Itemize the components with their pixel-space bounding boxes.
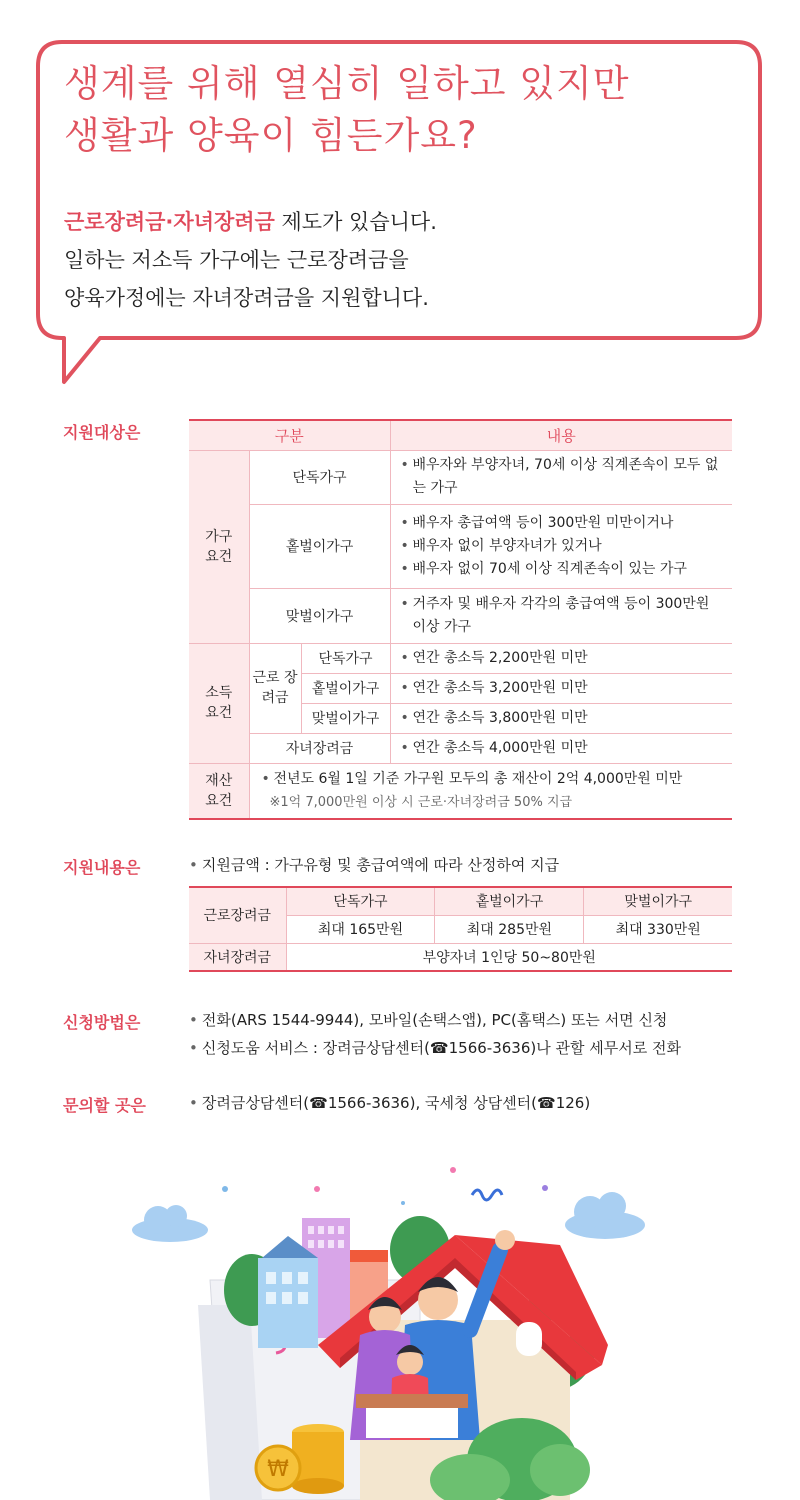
header-content: 내용 bbox=[390, 420, 732, 450]
table-row bbox=[189, 450, 732, 504]
row-desc: • 연간 총소득 2,200만원 미만 bbox=[390, 643, 732, 673]
cloud-icon bbox=[132, 1205, 208, 1242]
row-type: 맞벌이가구 bbox=[249, 588, 390, 643]
row-type: 홑벌이가구 bbox=[249, 504, 390, 588]
section-label-contact: 문의할 곳은 bbox=[63, 1096, 146, 1115]
amount-single: 최대 165만원 bbox=[286, 915, 435, 943]
col-single: 단독가구 bbox=[286, 887, 435, 915]
child-incentive-amount: 부양자녀 1인당 50~80만원 bbox=[286, 943, 732, 971]
income-category: 소득 요건 bbox=[189, 643, 249, 763]
headline-line-2: 생활과 양육이 힘든가요? bbox=[64, 114, 478, 157]
apply-line-2: • 신청도움 서비스 : 장려금상담센터(☎1566-3636)나 관할 세무서로 전화 bbox=[189, 1037, 681, 1058]
child-incentive-label: 자녀장려금 bbox=[189, 943, 286, 971]
section-label-apply: 신청방법은 bbox=[63, 1013, 141, 1032]
row-type: 단독가구 bbox=[249, 450, 390, 504]
row-type: 자녀장려금 bbox=[249, 733, 390, 763]
intro-highlight: 근로장려금·자녀장려금 bbox=[64, 210, 275, 234]
table-row bbox=[189, 588, 732, 643]
amount-dual-earner: 최대 330만원 bbox=[584, 915, 732, 943]
row-type: 맞벌이가구 bbox=[301, 703, 390, 733]
row-desc: • 배우자 총급여액 등이 300만원 미만이거나 • 배우자 없이 부양자녀가 있거나 • 배우자 없이 70세 이상 직계존속이 있는 가구 bbox=[390, 504, 732, 588]
table-row bbox=[189, 887, 732, 915]
intro-line-1: 제도가 있습니다. bbox=[274, 210, 437, 234]
headline-line-1: 생계를 위해 열심히 일하고 있지만 bbox=[64, 62, 630, 105]
row-type: 홑벌이가구 bbox=[301, 673, 390, 703]
amount-single-earner: 최대 285만원 bbox=[435, 915, 584, 943]
table-row bbox=[189, 763, 732, 819]
table-row bbox=[189, 733, 732, 763]
intro-text bbox=[64, 203, 437, 317]
col-dual-earner: 맞벌이가구 bbox=[584, 887, 732, 915]
headline bbox=[64, 58, 629, 162]
header-category: 구분 bbox=[189, 420, 390, 450]
row-desc: • 연간 총소득 3,200만원 미만 bbox=[390, 673, 732, 703]
support-amount-line: • 지원금액 : 가구유형 및 총급여액에 따라 산정하여 지급 bbox=[189, 854, 559, 875]
intro-line-3: 양육가정에는 자녀장려금을 지원합니다. bbox=[64, 286, 429, 310]
row-desc: • 연간 총소득 4,000만원 미만 bbox=[390, 733, 732, 763]
col-single-earner: 홑벌이가구 bbox=[435, 887, 584, 915]
contact-line: • 장려금상담센터(☎1566-3636), 국세청 상담센터(☎126) bbox=[189, 1092, 590, 1113]
household-category: 가구 요건 bbox=[189, 450, 249, 643]
table-row bbox=[189, 943, 732, 971]
row-desc: • 연간 총소득 3,800만원 미만 bbox=[390, 703, 732, 733]
eligibility-table bbox=[189, 419, 732, 820]
table-row bbox=[189, 643, 732, 673]
support-table bbox=[189, 886, 732, 972]
property-note: ※1억 7,000만원 이상 시 근로·자녀장려금 50% 지급 bbox=[269, 794, 573, 810]
work-incentive-label: 근로장려금 bbox=[189, 887, 286, 943]
income-sub-category: 근로 장려금 bbox=[249, 643, 301, 733]
family-house-illustration bbox=[0, 1140, 800, 1500]
table-header-row bbox=[189, 420, 732, 450]
row-type: 단독가구 bbox=[301, 643, 390, 673]
table-row bbox=[189, 504, 732, 588]
row-desc: • 배우자와 부양자녀, 70세 이상 직계존속이 모두 없는 가구 bbox=[390, 450, 732, 504]
cloud-icon bbox=[565, 1192, 645, 1239]
section-label-support: 지원내용은 bbox=[63, 858, 141, 877]
row-desc: • 거주자 및 배우자 각각의 총급여액 등이 300만원 이상 가구 bbox=[390, 588, 732, 643]
intro-line-2: 일하는 저소득 가구에는 근로장려금을 bbox=[64, 248, 409, 272]
apply-line-1: • 전화(ARS 1544-9944), 모바일(손택스앱), PC(홈택스) 또는 서면 신청 bbox=[189, 1009, 667, 1030]
property-category: 재산 요건 bbox=[189, 763, 249, 819]
won-coin-symbol: ₩ bbox=[267, 1457, 289, 1482]
section-label-eligibility: 지원대상은 bbox=[63, 423, 141, 442]
property-desc: • 전년도 6월 1일 기준 가구원 모두의 총 재산이 2억 4,000만원 미만 ※1억 7,000만원 이상 시 근로·자녀장려금 50% 지급 bbox=[249, 763, 732, 819]
